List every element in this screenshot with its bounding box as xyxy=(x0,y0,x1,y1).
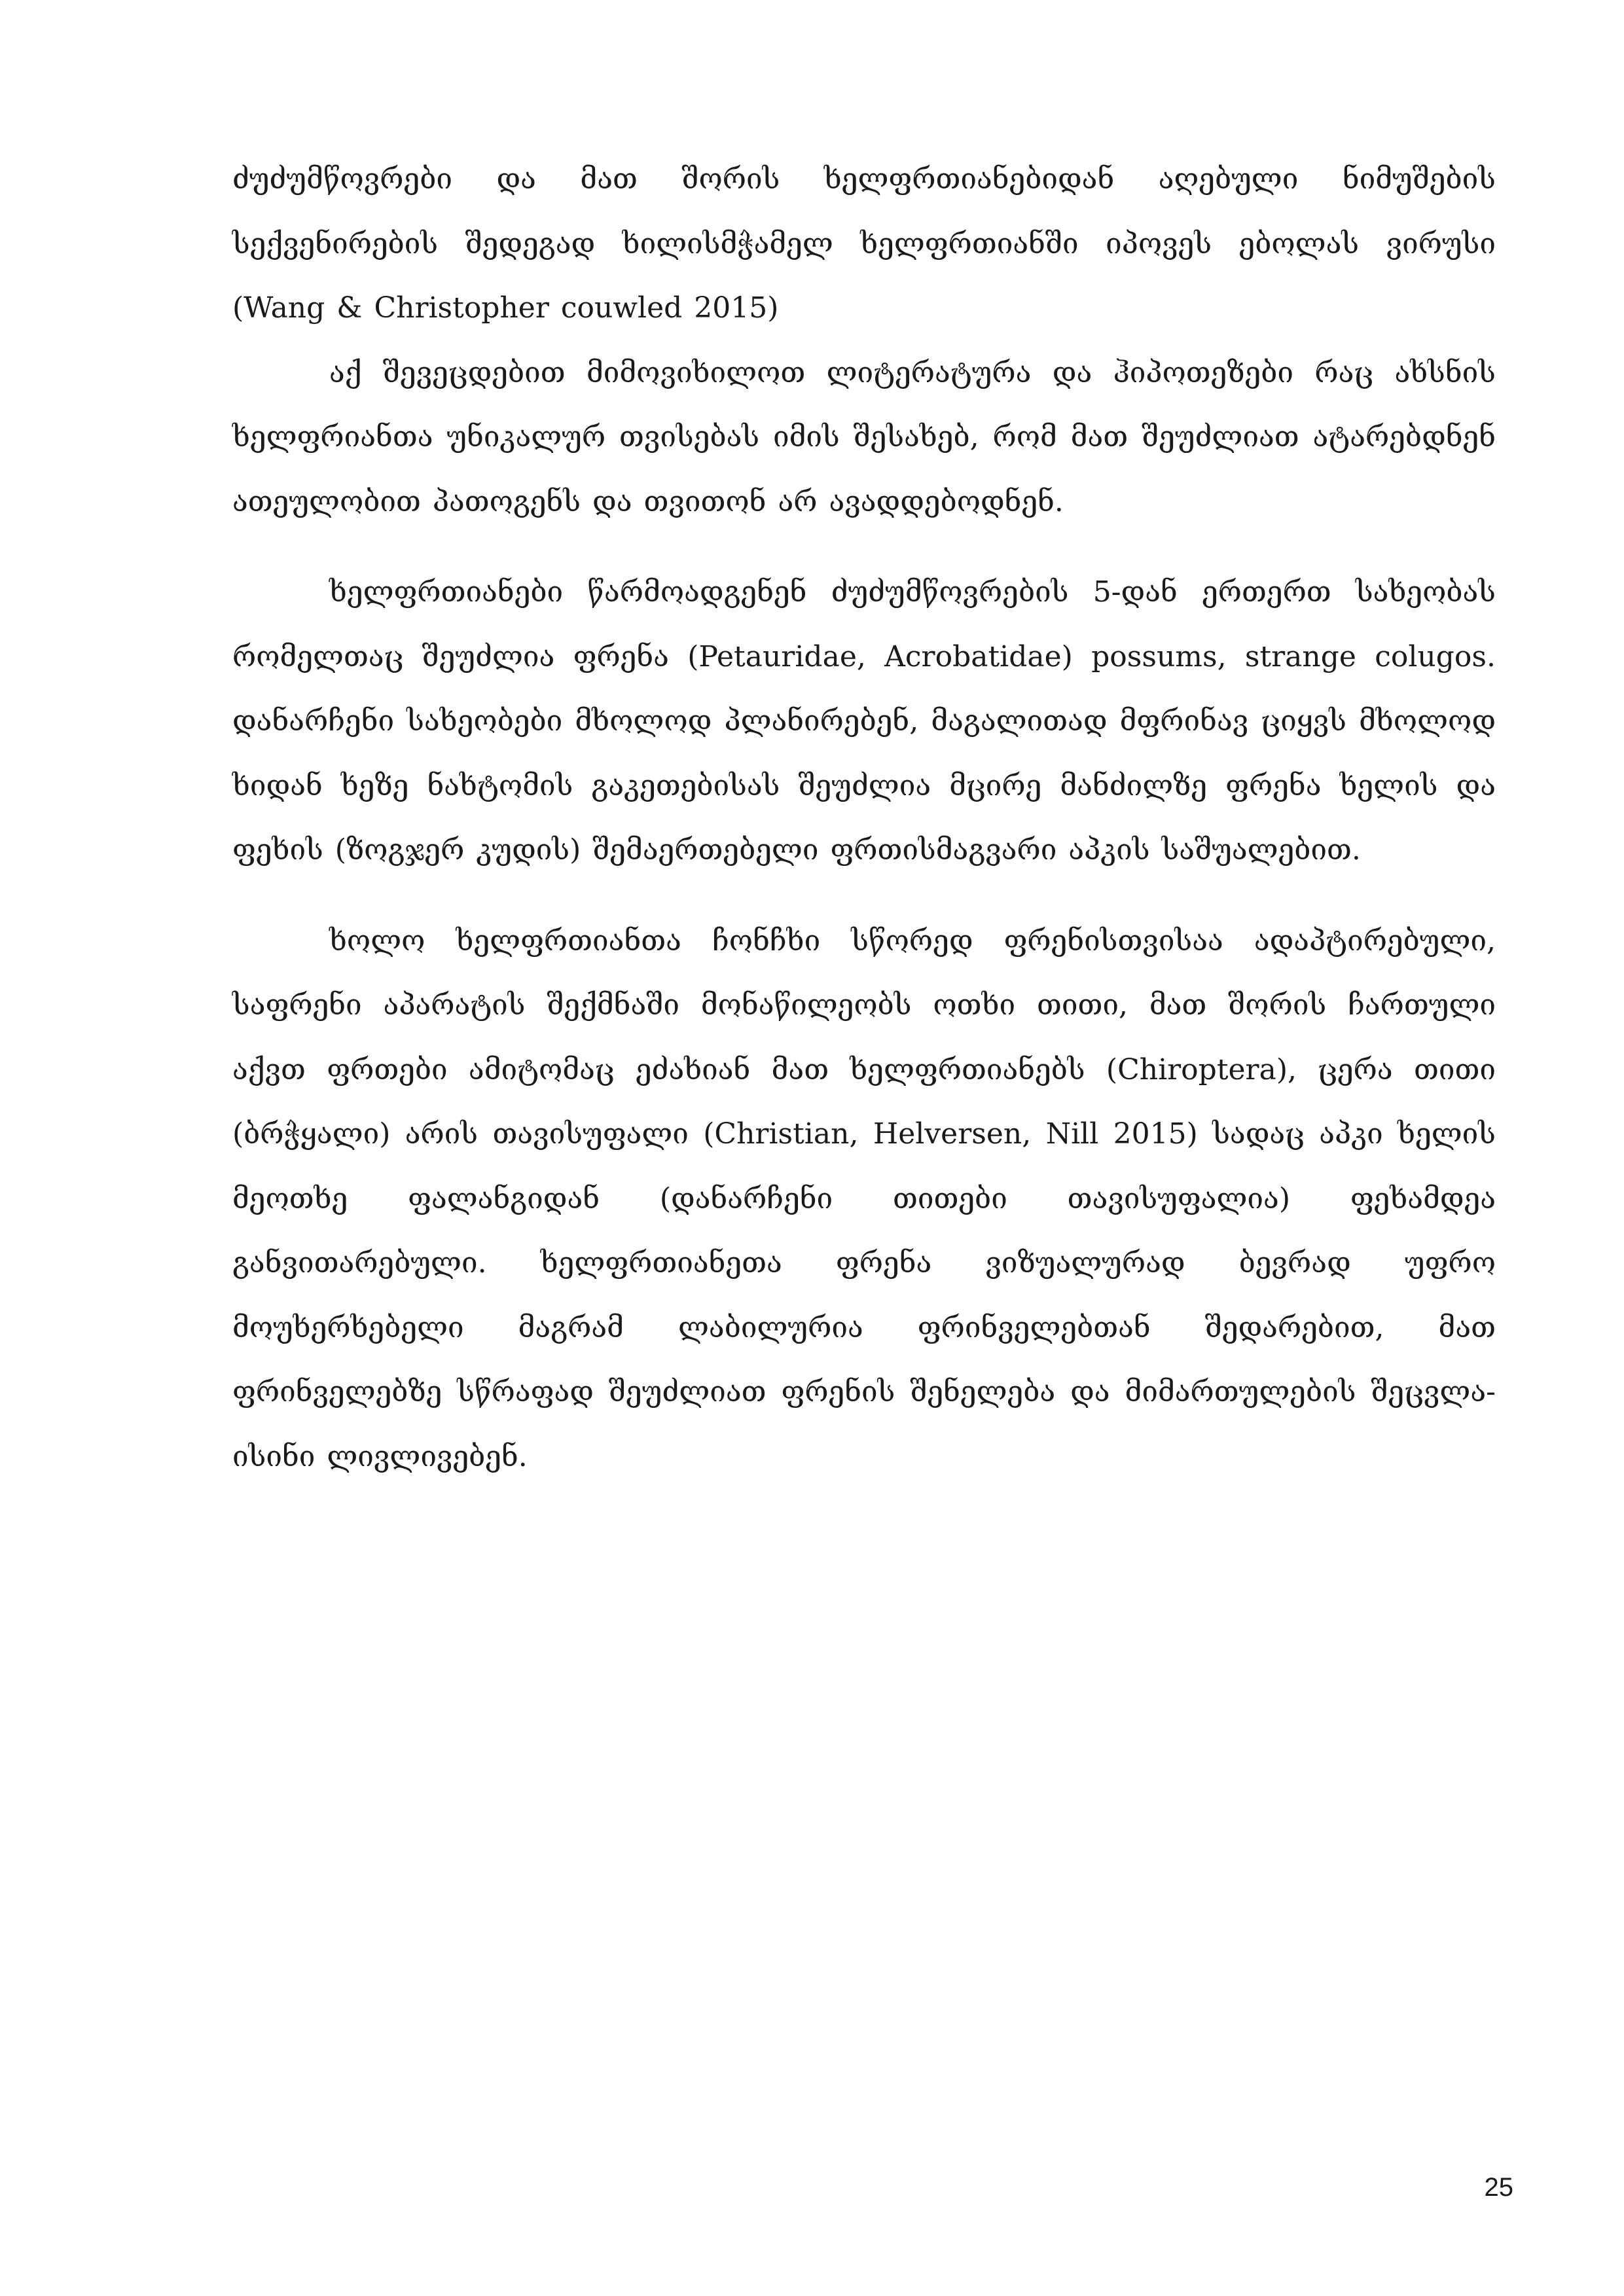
page-number: 25 xyxy=(1484,2173,1513,2202)
paragraph-4: ხოლო ხელფრთიანთა ჩონჩხი სწორედ ფრენისთვისაა ადაპტირებული, საფრენი აპარატის შექმნაში მონაწილეობს ოთხი თითი, მათ შორის ჩართული აქვთ ფრთები ამიტომაც ეძახიან მათ ხელფრთიანებს (Chiroptera), ცერა თითი (ბრჭყალი) არის თავისუფალი (Christian, Helversen, Nill 2015) სადაც აპკი ხელის მეოთხე ფალანგიდან (დანარჩენი თითები თავისუფალია) ფეხამდეა განვითარებული. ხელფრთიანეთა ფრენა ვიზუალურად ბევრად უფრო მოუხერხებელი მაგრამ ლაბილურია ფრინველებთან შედარებით, მათ ფრინველებზე სწრაფად შეუძლიათ ფრენის შენელება და მიმართულების შეცვლა- ისინი ლივლივებენ. xyxy=(232,924,1496,1473)
paragraph-2: აქ შევეცდებით მიმოვიხილოთ ლიტერატურა და ჰიპოთეზები რაც ახსნის ხელფრიანთა უნიკალურ თვისებას იმის შესახებ, რომ მათ შეუძლიათ ატარებდნენ ათეულობით პათოგენს და თვითონ არ ავადდებოდნენ. xyxy=(232,355,1496,518)
paragraph-3: ხელფრთიანები წარმოადგენენ ძუძუმწოვრების 5-დან ერთერთ სახეობას რომელთაც შეუძლია ფრენა (Petauridae, Acrobatidae) possums, strange colugos. დანარჩენი სახეობები მხოლოდ პლანირებენ, მაგალითად მფრინავ ციყვს მხოლოდ ხიდან ხეზე ნახტომის გაკეთებისას შეუძლია მცირე მანძილზე ფრენა ხელის და ფეხის (ზოგჯერ კუდის) შემაერთებელი ფრთისმაგვარი აპკის საშუალებით. xyxy=(232,575,1496,867)
paragraph-1: ძუძუმწოვრები და მათ შორის ხელფრთიანებიდან აღებული ნიმუშების სექვენირების შედეგად ხილისმჭამელ ხელფრთიანში იპოვეს ებოლას ვირუსი (Wang & Christopher couwled 2015) xyxy=(232,162,1496,325)
body-text xyxy=(232,147,1496,1489)
paragraph-spacer xyxy=(232,883,1496,909)
paragraph-spacer xyxy=(232,534,1496,560)
